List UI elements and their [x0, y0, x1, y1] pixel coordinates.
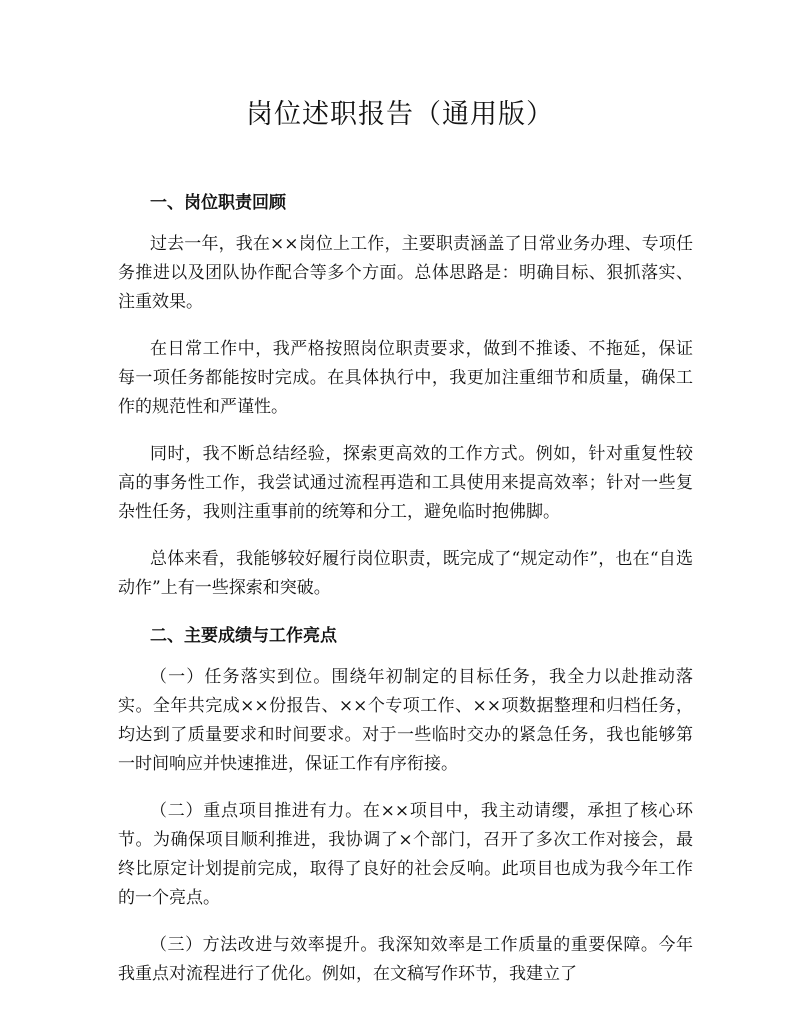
paragraph: 过去一年，我在××岗位上工作，主要职责涵盖了日常业务办理、专项任务推进以及团队协作配合等多个方面。总体思路是：明确目标、狠抓落实、注重效果。	[118, 234, 693, 312]
paragraph: 总体来看，我能够较好履行岗位职责，既完成了“规定动作”，也在“自选动作”上有一些探索和突破。	[118, 549, 693, 598]
paragraph: 同时，我不断总结经验，探索更高效的工作方式。例如，针对重复性较高的事务性工作，我尝试通过流程再造和工具使用来提高效率；针对一些复杂性任务，我则注重事前的统筹和分工，避免临时抱佛脚。	[118, 444, 693, 522]
paragraph: （三）方法改进与效率提升。我深知效率是工作质量的重要保障。今年我重点对流程进行了优化。例如，在文稿写作环节，我建立了	[118, 935, 693, 984]
paragraph: 在日常工作中，我严格按照岗位职责要求，做到不推诿、不拖延，保证每一项任务都能按时完成。在具体执行中，我更加注重细节和质量，确保工作的规范性和严谨性。	[118, 339, 693, 417]
paragraph: （二）重点项目推进有力。在××项目中，我主动请缨，承担了核心环节。为确保项目顺利推进，我协调了×个部门，召开了多次工作对接会，最终比原定计划提前完成，取得了良好的社会反响。此项目也成为我今年工作的一个亮点。	[118, 801, 693, 908]
section-heading: 二、主要成绩与工作亮点	[150, 626, 337, 646]
document-body	[118, 188, 693, 989]
section-heading: 一、岗位职责回顾	[150, 193, 286, 213]
section-achievements	[118, 621, 693, 989]
document-title: 岗位述职报告（通用版）	[246, 99, 554, 130]
section-duty-review	[118, 188, 693, 603]
paragraph: （一）任务落实到位。围绕年初制定的目标任务，我全力以赴推动落实。全年共完成××份报告、××个专项工作、××项数据整理和归档任务，均达到了质量要求和时间要求。对于一些临时交办的紧急任务，我也能够第一时间响应并快速推进，保证工作有序衔接。	[118, 667, 693, 774]
